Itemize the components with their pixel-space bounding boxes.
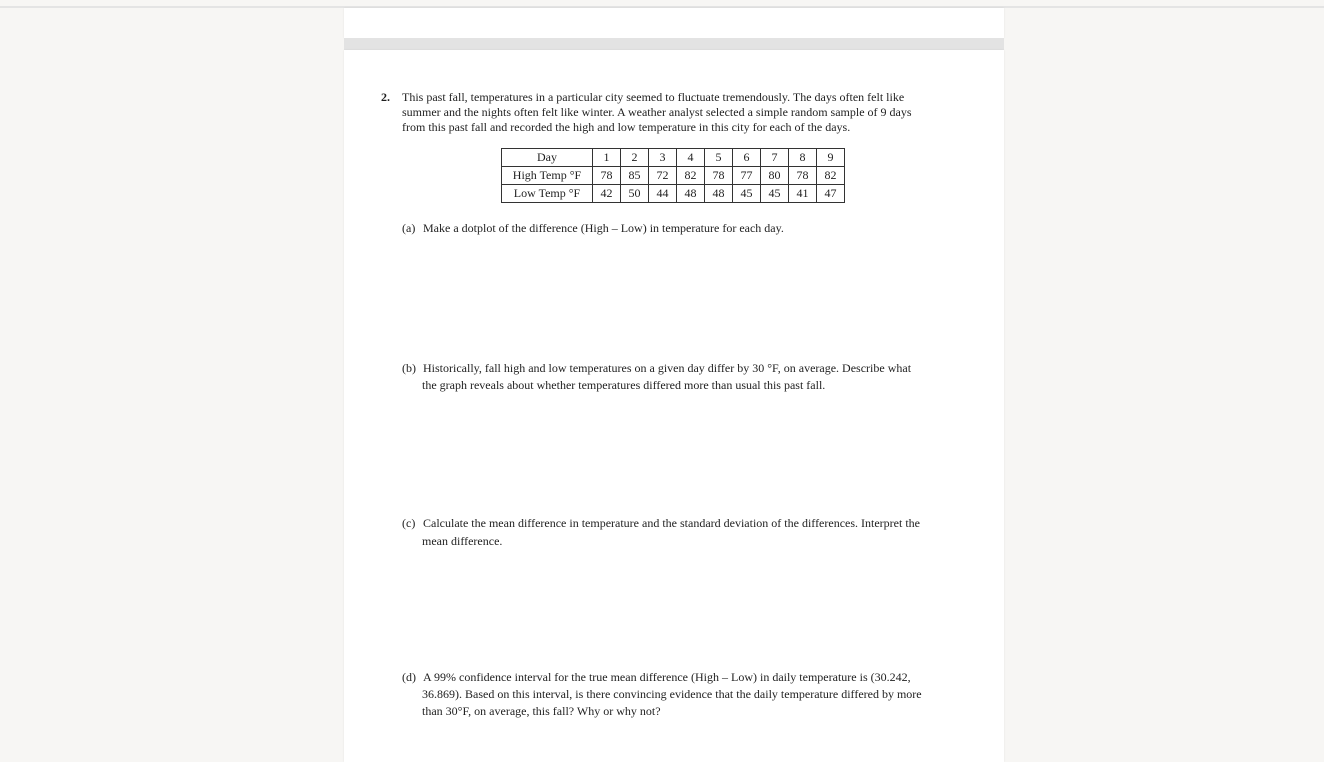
table-cell: 78: [789, 167, 817, 185]
page-separator: [344, 38, 1004, 50]
document-page: [344, 50, 1004, 762]
table-cell: 82: [817, 167, 845, 185]
part-text: A 99% confidence interval for the true mean difference (High – Low) in daily temperature is (30.242,: [423, 670, 911, 684]
table-cell: 8: [789, 149, 817, 167]
table-cell: 85: [621, 167, 649, 185]
question-text: [402, 90, 962, 135]
table-cell: 4: [677, 149, 705, 167]
part-text: Historically, fall high and low temperatures on a given day differ by 30 °F, on average. Describe what: [423, 361, 912, 375]
table-cell: 45: [761, 185, 789, 203]
part-label: (c): [402, 516, 416, 530]
question-line: This past fall, temperatures in a particular city seemed to fluctuate tremendously. The days often felt like: [402, 90, 905, 104]
table-cell: 41: [789, 185, 817, 203]
table-cell: 47: [817, 185, 845, 203]
table-cell: 45: [733, 185, 761, 203]
table-cell: 50: [621, 185, 649, 203]
table-row-low-temp: [502, 185, 845, 203]
table-cell: 7: [761, 149, 789, 167]
temperature-table: [501, 148, 845, 203]
previous-page: [344, 8, 1004, 38]
part-text: than 30°F, on average, this fall? Why or why not?: [422, 704, 661, 718]
part-label: (b): [402, 361, 416, 375]
table-cell: 78: [705, 167, 733, 185]
part-text: Calculate the mean difference in temperature and the standard deviation of the differences. Interpret the: [423, 516, 920, 530]
part-b: [402, 360, 972, 394]
part-text: the graph reveals about whether temperatures differed more than usual this past fall.: [422, 378, 826, 392]
table-cell: 44: [649, 185, 677, 203]
part-c: [402, 514, 972, 550]
table-cell: 82: [677, 167, 705, 185]
table-cell: 1: [593, 149, 621, 167]
part-text: 36.869). Based on this interval, is there convincing evidence that the daily temperature differed by more: [422, 687, 922, 701]
table-cell: 9: [817, 149, 845, 167]
question-line: from this past fall and recorded the high and low temperature in this city for each of the days.: [402, 120, 851, 134]
row-header: Day: [502, 149, 593, 167]
part-d: [402, 669, 972, 720]
row-header: Low Temp °F: [502, 185, 593, 203]
part-label: (d): [402, 670, 416, 684]
table-cell: 48: [705, 185, 733, 203]
part-text: Make a dotplot of the difference (High – Low) in temperature for each day.: [423, 221, 784, 235]
table-cell: 80: [761, 167, 789, 185]
table-cell: 78: [593, 167, 621, 185]
part-label: (a): [402, 221, 416, 235]
table-cell: 6: [733, 149, 761, 167]
table-cell: 3: [649, 149, 677, 167]
part-text: mean difference.: [422, 534, 503, 548]
table-row-day: [502, 149, 845, 167]
part-a: [402, 221, 972, 236]
table-cell: 48: [677, 185, 705, 203]
table-cell: 42: [593, 185, 621, 203]
table-cell: 5: [705, 149, 733, 167]
table-cell: 2: [621, 149, 649, 167]
table-cell: 72: [649, 167, 677, 185]
question-line: summer and the nights often felt like winter. A weather analyst selected a simple random sample of 9 days: [402, 105, 912, 119]
table-row-high-temp: [502, 167, 845, 185]
row-header: High Temp °F: [502, 167, 593, 185]
table-cell: 77: [733, 167, 761, 185]
question-number: 2.: [381, 90, 390, 104]
